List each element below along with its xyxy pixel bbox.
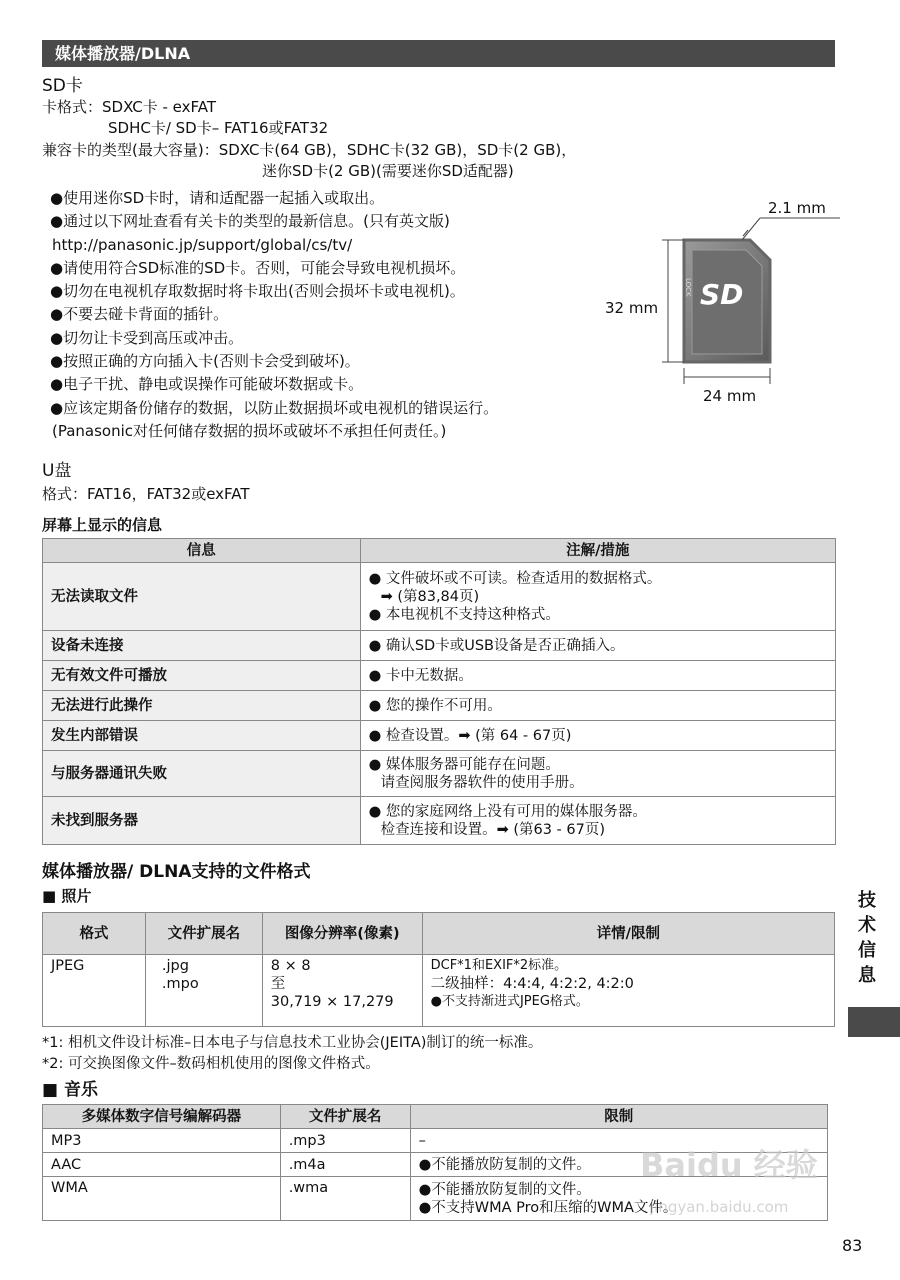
table-row xyxy=(43,721,836,751)
message-cell: 无法进行此操作 xyxy=(43,691,361,721)
remedy-cell xyxy=(360,563,835,631)
list-item: ●请使用符合SD标准的SD卡。否则，可能会导致电视机损坏。 xyxy=(50,258,466,277)
message-cell: 发生内部错误 xyxy=(43,721,361,751)
page-number: 83 xyxy=(842,1236,863,1255)
message-cell: 未找到服务器 xyxy=(43,797,361,845)
message-cell: 无法读取文件 xyxy=(43,563,361,631)
footnote-1: *1: 相机文件设计标准–日本电子与信息技术工业协会(JEITA)制订的统一标准。 xyxy=(42,1035,543,1051)
music-heading: ■ 音乐 xyxy=(42,1080,98,1100)
messages-table xyxy=(42,538,836,845)
resolution-to: 至 xyxy=(270,976,286,992)
table-row xyxy=(43,691,836,721)
resolution-cell xyxy=(262,955,422,1027)
dim-width: 24 mm xyxy=(703,387,757,405)
details-line: ●不支持渐进式JPEG格式。 xyxy=(430,994,589,1009)
sd-format-line2: SDHC卡/ SD卡– FAT16或FAT32 xyxy=(108,119,329,137)
lock-label: LOCK xyxy=(684,278,692,297)
sd-format-line1: 卡格式：SDXC卡 - exFAT xyxy=(42,98,217,116)
usb-heading: U盘 xyxy=(42,461,72,481)
extension-value: .mpo xyxy=(161,976,199,992)
message-cell: 无有效文件可播放 xyxy=(43,661,361,691)
col-header-remedy: 注解/措施 xyxy=(360,539,835,563)
remedy-cell xyxy=(360,797,835,845)
list-item: ●电子干扰、静电或误操作可能破坏数据或卡。 xyxy=(50,375,364,394)
resolution-min: 8 × 8 xyxy=(270,958,311,974)
table-header-row xyxy=(43,1105,828,1129)
extension-cell: .m4a xyxy=(280,1153,410,1177)
table-row xyxy=(43,751,836,797)
dim-height: 32 mm xyxy=(605,299,659,317)
messages-heading: 屏幕上显示的信息 xyxy=(42,516,163,534)
message-cell: 设备未连接 xyxy=(43,631,361,661)
remedy-line: 检查连接和设置。➡ (第63 - 67页) xyxy=(380,821,606,838)
col-header-details: 详情/限制 xyxy=(422,913,834,955)
col-header-limits: 限制 xyxy=(410,1105,827,1129)
format-cell: JPEG xyxy=(43,955,146,1027)
table-row xyxy=(43,955,835,1027)
section-header: 媒体播放器/DLNA xyxy=(42,40,835,67)
codec-cell: MP3 xyxy=(43,1129,281,1153)
remedy-line: 请查阅服务器软件的使用手册。 xyxy=(380,774,584,791)
remedy-cell: ● 确认SD卡或USB设备是否正确插入。 xyxy=(360,631,835,661)
details-line: DCF*1和EXIF*2标准。 xyxy=(430,958,568,973)
limits-line: ●不支持WMA Pro和压缩的WMA文件。 xyxy=(418,1199,678,1216)
sd-heading: SD卡 xyxy=(42,76,83,96)
col-header-extension: 文件扩展名 xyxy=(280,1105,410,1129)
table-row xyxy=(43,631,836,661)
remedy-line: ● 您的家庭网络上没有可用的媒体服务器。 xyxy=(368,803,647,820)
remedy-cell: ● 卡中无数据。 xyxy=(360,661,835,691)
disclaimer: (Panasonic对任何储存数据的损坏或破坏不承担任何责任。) xyxy=(52,421,447,440)
col-header-resolution: 图像分辨率(像素) xyxy=(262,913,422,955)
remedy-cell: ● 您的操作不可用。 xyxy=(360,691,835,721)
list-item: ●应该定期备份储存的数据，以防止数据损坏或电视机的错误运行。 xyxy=(50,398,499,417)
list-item: ●不要去碰卡背面的插针。 xyxy=(50,305,229,324)
list-item: ●通过以下网址查看有关卡的类型的最新信息。(只有英文版) xyxy=(50,212,450,231)
remedy-cell xyxy=(360,751,835,797)
list-item: ●按照正确的方向插入卡(否则卡会受到破坏)。 xyxy=(50,352,360,371)
details-cell xyxy=(422,955,834,1027)
sd-compat-line2: 迷你SD卡(2 GB)(需要迷你SD适配器) xyxy=(262,162,514,180)
limits-cell: – xyxy=(410,1129,827,1153)
extension-value: .jpg xyxy=(161,958,189,974)
details-line: 二级抽样：4:4:4, 4:2:2, 4:2:0 xyxy=(430,976,634,992)
remedy-cell: ● 检查设置。➡ (第 64 - 67页) xyxy=(360,721,835,751)
sd-logo: SD xyxy=(700,278,744,311)
page-reference: ➡ (第83,84页) xyxy=(380,588,480,605)
table-header-row xyxy=(43,539,836,563)
photo-heading: ■ 照片 xyxy=(42,887,92,905)
dim-thickness: 2.1 mm xyxy=(768,199,826,217)
col-header-extension: 文件扩展名 xyxy=(145,913,262,955)
sidebar-tab-marker xyxy=(848,1007,900,1037)
limits-cell: ●不能播放防复制的文件。 xyxy=(410,1153,827,1177)
table-row xyxy=(43,661,836,691)
col-header-message: 信息 xyxy=(43,539,361,563)
formats-heading: 媒体播放器/ DLNA支持的文件格式 xyxy=(42,862,311,882)
watermark-url: jingyan.baidu.com xyxy=(650,1198,789,1216)
extension-cell xyxy=(145,955,262,1027)
sidebar-label: 技 术 信 息 xyxy=(858,890,876,986)
sd-bullet-list xyxy=(50,187,498,443)
sd-compat-line1: 兼容卡的类型(最大容量)：SDXC卡(64 GB)，SDHC卡(32 GB)，SD卡(2 GB)， xyxy=(42,141,577,159)
codec-cell: AAC xyxy=(43,1153,281,1177)
usb-format: 格式：FAT16，FAT32或exFAT xyxy=(42,485,250,503)
remedy-line: ● 文件破坏或不可读。检查适用的数据格式。 xyxy=(368,570,662,587)
table-row xyxy=(43,797,836,845)
resolution-max: 30,719 × 17,279 xyxy=(270,994,394,1010)
support-url[interactable]: http://panasonic.jp/support/global/cs/tv/ xyxy=(52,235,353,254)
table-row xyxy=(43,563,836,631)
limits-line: ●不能播放防复制的文件。 xyxy=(418,1181,591,1198)
remedy-line: ● 媒体服务器可能存在问题。 xyxy=(368,756,560,773)
list-item: ●使用迷你SD卡时，请和适配器一起插入或取出。 xyxy=(50,189,385,207)
extension-cell: .wma xyxy=(280,1177,410,1221)
message-cell: 与服务器通讯失败 xyxy=(43,751,361,797)
photo-format-table xyxy=(42,912,835,1027)
footnote-2: *2: 可交换图像文件–数码相机使用的图像文件格式。 xyxy=(42,1056,380,1072)
watermark-brand: Baidu 经验 xyxy=(640,1146,818,1184)
codec-cell: WMA xyxy=(43,1177,281,1221)
remedy-line: ● 本电视机不支持这种格式。 xyxy=(368,606,560,623)
list-item: ●切勿在电视机存取数据时将卡取出(否则会损坏卡或电视机)。 xyxy=(50,282,465,301)
extension-cell: .mp3 xyxy=(280,1129,410,1153)
list-item: ●切勿让卡受到高压或冲击。 xyxy=(50,328,244,347)
col-header-codec: 多媒体数字信号编解码器 xyxy=(43,1105,281,1129)
table-header-row xyxy=(43,913,835,955)
col-header-format: 格式 xyxy=(43,913,146,955)
